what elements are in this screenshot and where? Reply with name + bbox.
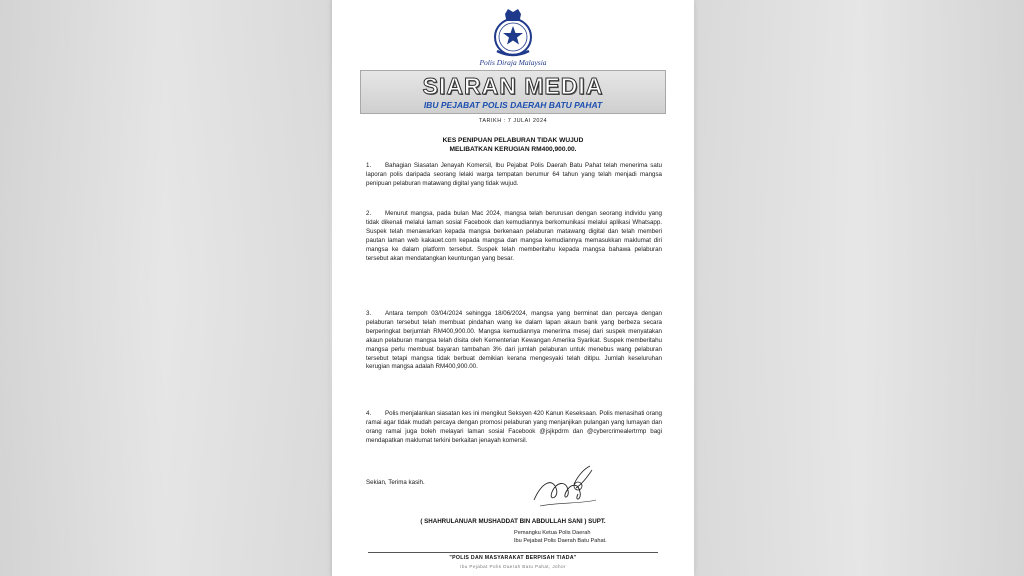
blurred-background-right [694, 0, 1024, 576]
paragraph-number: 3. [366, 310, 372, 317]
paragraph-3 [366, 310, 662, 372]
headline-line-1: KES PENIPUAN PELABURAN TIDAK WUJUD [442, 137, 584, 144]
release-date: TARIKH : 7 JULAI 2024 [478, 118, 548, 124]
headline-line-2: MELIBATKAN KERUGIAN RM400,900.00. [449, 146, 577, 153]
footer-address: Ibu Pejabat Polis Daerah Batu Pahat, Johor [460, 564, 566, 569]
paragraph-number: 2. [366, 210, 372, 217]
footer-motto: "POLIS DAN MASYARAKAT BERPISAH TIADA" [449, 555, 577, 561]
paragraph-text: Polis menjalankan siasatan kes ini mengikut Seksyen 420 Kanun Keseksaan. Polis menasihati orang ramai agar tidak mudah percaya dengan promosi pelaburan yang menjanjikan pulangan yang lumayan dan orang ramai juga boleh melayari laman sosial Facebook @jsjkpdrm dan @cybercrimealertrmp bagi mendapatkan maklumat terkini berkaitan jenayah komersil. [366, 410, 662, 444]
headline [332, 136, 694, 154]
paragraph-text: Bahagian Siasatan Jenayah Komersil, Ibu Pejabat Polis Daerah Batu Pahat telah menerima satu laporan polis daripada seorang lelaki warga tempatan berumur 64 tahun yang telah menjadi mangsa penipuan pelaburan matawang digital yang tidak wujud. [366, 162, 662, 187]
signer-role-line-1: Pemangku Ketua Polis Daerah [514, 530, 591, 536]
paragraph-4 [366, 410, 662, 446]
blurred-background-left [0, 0, 330, 576]
signer-role-line-2: Ibu Pejabat Polis Daerah Batu Pahat. [514, 538, 607, 544]
paragraph-text: Antara tempoh 03/04/2024 sehingga 18/06/2024, mangsa yang berminat dan percaya dengan pelaburan tersebut telah membuat pindahan wang ke dalam lapan akaun bank yang berbeza secara berperingkat berjumlah RM400,900.00. Mangsa kemudiannya menerima mesej dari suspek menyatakan akaun pelaburan mangsa telah disita oleh Kementerian Kewangan Amerika Syarikat. Suspek memberitahu mangsa perlu membuat bayaran tambahan 3% dari jumlah pelaburan untuk menebus wang pelaburan tersebut tetapi mangsa tidak berbuat demikian kerana mengesyaki telah ditipu. Jumlah keseluruhan kerugian mangsa adalah RM400,900.00. [366, 310, 662, 371]
organisation-name: Polis Diraja Malaysia [479, 58, 547, 67]
police-crest-logo [486, 6, 540, 60]
handwritten-signature [530, 462, 600, 510]
banner-title: SIARAN MEDIA [422, 73, 604, 99]
paragraph-number: 4. [366, 410, 372, 417]
signer-role [514, 529, 607, 545]
closing-remark: Sekian, Terima kasih. [366, 479, 425, 486]
paragraph-2 [366, 210, 662, 263]
paragraph-1 [366, 162, 662, 189]
paragraph-number: 1. [366, 162, 372, 169]
media-release-banner [360, 70, 666, 114]
paragraph-text: Menurut mangsa, pada bulan Mac 2024, mangsa telah berurusan dengan seorang individu yang tidak dikenali melalui laman sosial Facebook dan kemudiannya berkomunikasi melalui aplikasi Whatsapp. Suspek telah menawarkan kepada mangsa berkenaan pelaburan matawang digital dan telah memberi pautan laman web kakauet.com kepada mangsa dan mangsa kemudiannya memasukkan maklumat diri mangsa ke dalam platform tersebut. Suspek telah memberitahu kepada mangsa bahawa pelaburan tersebut akan mendatangkan keuntungan yang besar. [366, 210, 662, 262]
press-release-page [332, 0, 694, 576]
footer-divider [368, 552, 658, 553]
signer-name: ( SHAHRULANUAR MUSHADDAT BIN ABDULLAH SANI ) SUPT. [420, 518, 606, 525]
banner-subtitle: IBU PEJABAT POLIS DAERAH BATU PAHAT [423, 100, 603, 110]
